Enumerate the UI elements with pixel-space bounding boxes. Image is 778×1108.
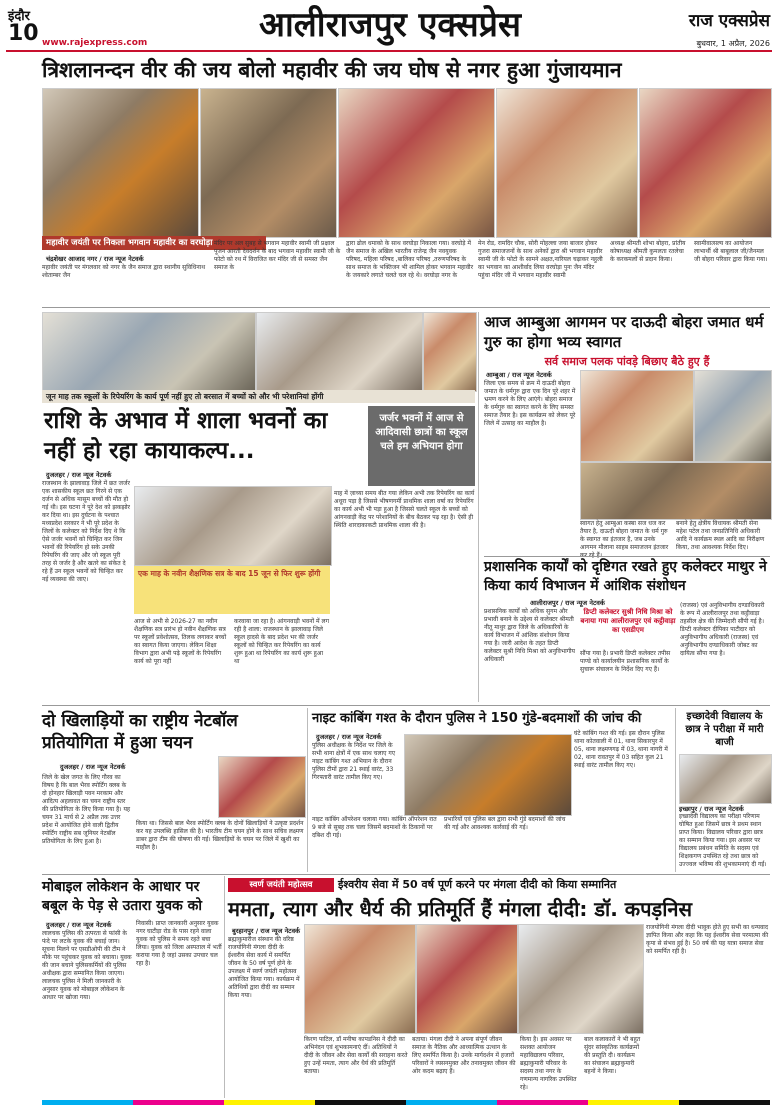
story8-col2: निवासी। प्राप्त जानकारी अनुसार युवक नगर घाटीड़ा रोड के पास रहने वाला युवक को पुलिस ने समय रहते बचा लिया। युवक को जिला अस्पताल में भर्ती कराया गया है जहां उसका उपचार चल रहा है। [136, 920, 222, 967]
story1-col7: स्वामीवात्सल्य का आयोजन लाभार्थी श्री बाबूलाल जी/जैनमल जी बोहरा परिवार द्वारा किया गया। [694, 240, 768, 263]
story7-headline: इच्छादेवी विद्यालय के छात्र ने परीक्षा में मारी बाजी [685, 711, 764, 748]
story6-col3: प्रभारियों एवं पुलिस बल द्वारा सभी गुंडे बदमाशों की जांच की गई और आवश्यक कार्रवाई की गई। [444, 816, 566, 831]
story2-yellow-box [134, 566, 330, 614]
story2-photo-classroom [42, 312, 256, 392]
story7-col1: इच्छादेवी विद्यालय का परीक्षा परिणाम घोषित हुआ जिसमें छात्र ने प्रथम स्थान प्राप्त किया। विद्यालय परिवार द्वारा छात्र का सम्मान किया गया। इस अवसर पर विद्यालय प्रबंधन समिति के सदस्य एवं शिक्षकगण उपस्थित रहे तथा छात्र को उज्ज्वल भविष्य की शुभकामनाएं दी गईं। [679, 813, 767, 868]
publisher-name: राज एक्सप्रेस [688, 11, 770, 31]
divider [42, 307, 770, 308]
divider [42, 874, 770, 875]
story6-col1: पुलिस अधीक्षक के निर्देश पर जिले के सभी थाना क्षेत्रों में एक साथ चलाए गए नाइट कांबिंग गश्त अभियान के दौरान पुलिस टीमों द्वारा 21 स्थाई वारंट, 33 गिरफ्तारी वारंट तामील किए गए। [312, 742, 396, 781]
story1-col3: द्वारा ढोल धमाको के साथ वरघोड़ा निकाला गया। वरघोड़े में जैन समाज के अखिल भारतीय राजेन्द्र जैन नवयुवक परिषद, महिला परिषद ,बालिका परिषद ,तरुणपरिषद के साथ समाज के भक्तिजन भी शामिल होकर भगवान महावीर के जयकारे लगाते चलते चल रहे थे। वरघोड़ा नगर के [346, 240, 474, 279]
story9-col2: किरण पाटिल, डॉ मनीषा कापडनिस ने दीदी का अभिनंदन एवं शुभकामनाएं दीं। अतिथियों ने दीदी के जीवन और सेवा कार्यों की सराहना करते हुए उन्हें ममता, त्याग और धैर्य की प्रतिमूर्ति बताया। [304, 1036, 408, 1075]
story9-photo-honour [416, 924, 518, 1034]
page-number: 10 [8, 21, 39, 46]
story6-headline: नाइट कांबिंग गश्त के दौरान पुलिस ने 150 गुंडे-बदमाशों की जांच की [312, 711, 642, 726]
story2-photo-school [134, 486, 332, 566]
story8-col1: लालचक पुलिस की तत्परता से फांसी के फंदे पर लटके युवक की बचाई जान। सूचना मिलने पर एसडीओपी की टीम ने मौके पर पहुंचकर युवक को बचाया। युवक की जान बचाने पुलिसकर्मियों की पुलिस अधीक्षक द्वारा सम्मानित किया जाएगा। लालचक पुलिस ने मिली जानकारी के अनुसार युवक को मोबाइल लोकेशन के आधार पर खोजा गया। [42, 930, 132, 1001]
website-bar [6, 50, 772, 52]
story3-col2: स्वागत हेतु आम्बुआ कस्बा सज धज कर तैयार है, दाऊदी बोहरा जमात के धर्म गुरु के स्वागत का इंतजार है, जब उनके आगमन मौलाना साहब समाजजन इंतजार [580, 520, 669, 551]
story1-col4: मेन रोड, रामदिर चौक, सोरी मोहल्ला जया बाजार होकर गुजरा समाजजनों के साथ अनेकों द्वारा श्री भगवान महावीर स्वामी जी के फोटो के सामने अक्षत,नारियल चढ़ाकर नहुली का भगवान का आशीर्वाद लिया वरघोड़ा पुनः जैन मंदिर पहुंचा मंदिर जी में भगवान महावीर स्वामी [478, 240, 603, 279]
divider [478, 312, 479, 702]
story2-photo-building [256, 312, 423, 392]
story6-col4: घंटे कांबिंग गश्त की गई। इस दौरान पुलिस थाना कोतवाली में 01, थाना सिकारपुर में 05, थाना लक्ष्मणगढ़ में 03, थाना नागरी में 02, थाना रावतपुर में 03 सहित कुल 21 स्थाई वारंट तामील किए गए। [574, 730, 668, 769]
story2-byline: दुजलहर / राज न्यूज नेटवर्क [46, 471, 112, 479]
story3-headline: आज आम्बुआ आगमन पर दाऊदी बोहरा जमात धर्म गुरु का होगा भव्य स्वागत [484, 313, 764, 351]
divider [484, 556, 770, 557]
story5-headline: दो खिलाड़ियों का राष्ट्रीय नेटबॉल प्रतियोगिता में हुआ चयन [42, 711, 238, 753]
publisher-logo [630, 8, 770, 31]
story3-subhead: सर्व समाज पलक पांवड़े बिछाए बैठे हुए हैं [544, 355, 710, 368]
story8-headline: मोबाइल लोकेशन के आधार पर बबूल के पेड़ से उतारा युवक को [42, 879, 203, 914]
story3-col3: बनाने हेतु क्षेत्रीय विधायक श्रीमती सेना महेश पटेल तथा जनप्रतिनिधि अधिकारी आदि ने कार्यक्रम स्थल आदि का निरीक्षण किया, तथा आवश्यक निर्देश दिए। [676, 520, 765, 551]
story3-photo-street [694, 370, 772, 462]
story2-caption-bar [42, 390, 475, 403]
story4-byline: आलीराजपुर / राज न्यूज नेटवर्क [530, 599, 605, 607]
story1-photo-priest [200, 88, 337, 238]
story7-photo-students [679, 754, 772, 804]
issue-date: बुधवार, 1 अप्रैल, 2026 [696, 39, 770, 48]
story1-photo-devotees [639, 88, 772, 238]
story1-byline: चंद्रशेखर आजाद नगर / राज न्यूज नेटवर्क [46, 255, 144, 263]
story6-byline: दुजलहर / राज न्यूज नेटवर्क [316, 733, 382, 741]
story1-col2: मंदिर पर अल सुबह से भगवान महावीर स्वामी जी प्रक्षाल पूजन आरती देवदर्शन के बाद भगवान महावीर स्वामी जी के फोटो को रथ में विराजित कर मंदिर जी से समस्त जैन समाज के [214, 240, 341, 271]
story3-byline: आम्बुआ / राज न्यूज नेटवर्क [486, 371, 552, 379]
story4-col3: (राजस्व) एवं अनुविभागीय दण्डाधिकारी के रूप में आलीराजपुर तथा कट्ठीवाड़ा तहसील क्षेत्र की जिम्मेदारी सौंपी गई है। डिप्टी कलेक्टर दीपिका पाटीदार को अनुविभागीय अधिकारी (राजस्व) एवं अनुविभागीय दण्डाधिकारी जोबट का दायित्व सौंपा गया है। [680, 602, 765, 657]
story2-col1: राजस्थान के झालावाड़ जिले में छत जर्जर एक शासकीय स्कूल छत गिरने से एक दर्जन से अधिक मासूम बच्चों की मौत हो गई थी। इस घटना ने पूरे देश को झकझोर कर दिया था। इस दुर्घटना के पश्चात मध्यप्रदेश सरकार ने भी पूरे प्रदेश के जिलों के कलेक्टर को निर्देश दिए थे कि ऐसे जर्जर भवनों को चिन्हित कर जिन भवनों की रिपेयरिंग हो सके उनकी रिपेयरिंग की जाए और जो स्कूल पूरी तरह से जर्जर है और खतरे का संकेत दे रहे हैं उन स्कूल भवनों को चिन्हित कर नई व्यवस्था की जाए। [42, 480, 131, 583]
story9-overline: ईश्वरीय सेवा में 50 वर्ष पूर्ण करने पर मंगला दीदी को किया सम्मानित [338, 878, 617, 891]
story9-col6: राजयोगिनी मंगला दीदी भावुक होते हुए सभी का धन्यवाद ज्ञापित किया और कहा कि यह ईश्वरीय सेवा परमात्मा की कृपा से संभव हुई है। 50 वर्ष की यह यात्रा समाज सेवा को समर्पित रही है। [646, 924, 769, 955]
story9-photo-stage [304, 924, 416, 1034]
story1-col6: अध्यक्ष श्रीमती शोभा बोहरा, प्रांतीय कोषाध्यक्ष श्रीमती कुमलता रतलेचा के करकमलों से प्रदान किया। [610, 240, 686, 263]
story6-photo-police [404, 734, 572, 816]
divider [42, 705, 770, 706]
story6-col2: नाइट कांबिंग ऑपरेशन चलाया गया। कांबिंग ऑपरेशन रात 9 बजे से सुबह तक चला जिसमें बदमाशों के ठिकानों पर दबिश दी गई। [312, 816, 437, 839]
divider [224, 876, 225, 1098]
story2-yellow-head: एक माह के नवीन शैक्षणिक सत्र के बाद 15 जून से फिर शुरू होंगी [138, 569, 321, 578]
story1-photo-temple [496, 88, 638, 238]
story5-col2: किया था। जिससे बाल भैरव स्पोर्टिंग क्लब के दोनों खिलाड़ियों ने उत्कृष्ट प्रदर्शन कर यह उपलब्धि हासिल की है। भारतीय टीम चयन होने के साथ सचिव लक्ष्मण डाबर द्वारा टीम की घोषणा की गई। खिलाड़ियों के चयन पर जिले में खुशी का माहौल है। [136, 820, 304, 851]
story3-col1: जिला एक समय से क्रम में दाऊदी बोहरा जमात के धर्मगुरु द्वारा एक दिन पूरे शहर में भ्रमण करने के लिए आएंगे। बोहरा समाज के धर्मगुरु का स्वागत करने के लिए समस्त समाज तैयार है। इस कार्यक्रम को लेकर पूरे जिले में उत्साह का माहौल है। [484, 380, 576, 427]
story5-photo-players [218, 756, 306, 818]
story9-col1: ब्रह्माकुमारीज संस्थान की वरिष्ठ राजयोगिनी मंगला दीदी के ईश्वरीय सेवा कार्य में समर्पित जीवन के 50 वर्ष पूर्ण होने के उपलक्ष्य में स्वर्ण जयंती महोत्सव आयोजित किया गया। कार्यक्रम में अतिथियों द्वारा दीदी का सम्मान किया गया। [228, 936, 300, 999]
story1-headline: त्रिशलानन्दन वीर की जय बोलो महावीर की जय घोष से नगर हुआ गुंजायमान [42, 58, 622, 82]
story9-byline: बुरहानपुर / राज न्यूज नेटवर्क [232, 927, 301, 935]
story4-col1: प्रशासनिक कार्यों को अधिक सुगम और प्रभावी बनाने के उद्देश्य से कलेक्टर श्रीमती नीतू माथुर द्वारा जिले के अधिकारियों के कार्य विभाजन में आंशिक संशोधन किया गया है। जारी आदेश के तहत डिप्टी कलेक्टर सुश्री निधि मिश्रा को अनुविभागीय अधिकारी [484, 608, 576, 663]
story2-caption: जून माह तक स्कूलों के रिपेयरिंग के कार्य पूर्ण नहीं हुए तो बरसात में बच्चों को और भी परेशानियां होंगी [46, 392, 324, 401]
story1-photo-women-group [338, 88, 495, 238]
masthead [0, 0, 778, 56]
story2-subhead: जर्जर भवनों में आज से आदिवासी छात्रों का स्कूल चले हम अभियान होगा [375, 413, 468, 452]
story2-subhead-box [368, 406, 475, 486]
story9-photo-audience [518, 924, 644, 1034]
story8-byline: दुजलहर / राज न्यूज नेटवर्क [46, 921, 112, 929]
story2-col2a: आज से अभी से 2026-27 का नवीन शैक्षणिक सत्र प्रारंभ हो नवीन शैक्षणिक सत्र पर स्कूलों प्रवेशोत्सव, तिलक लगाकर बच्चों का स्वागत किया जाएगा। लेकिन शिक्षा विभाग द्वारा अभी पढ़े स्कूलों के रिपेयरिंग कार्य को पूरा नहीं [134, 618, 227, 665]
story3-photo-decor [580, 462, 772, 520]
divider [675, 708, 676, 872]
story1-caption: महावीर जयंती पर निकला भगवान महावीर का वरघोड़ा [46, 238, 213, 248]
website-link[interactable]: www.rajexpress.com [42, 38, 148, 48]
paper-title: आलीराजपुर एक्सप्रेस [258, 5, 522, 45]
story3-photo-cleric [580, 370, 694, 462]
story5-col1: जिले के खेल जगत के लिए गौरव का विषय है कि बाल भैरव स्पोर्टिंग क्लब के दो होनहार खिलाड़ी पवन मरकाम और आदित्य अहलावत का चयन राष्ट्रीय स्तर की प्रतियोगिता के लिए किया गया है। यह चयन 31 मार्च से 2 अप्रैल तक उत्तर प्रदेश में आयोजित होने वाली द्वितीय स्पोर्टिंग राष्ट्रीय सब जूनियर नेटबॉल प्रतियोगिता के लिए हुआ है। [42, 774, 131, 845]
story9-kicker: स्वर्ण जयंती महोत्सव [249, 880, 313, 890]
story5-byline: दुजलहर / राज न्यूज नेटवर्क [60, 763, 126, 771]
story2-headline: राशि के अभाव में शाला भवनों का नहीं हो रहा कायाकल्प... [44, 408, 328, 464]
story4-col2: सौंपा गया है। प्रभारी डिप्टी कलेक्टर तपीस पाण्डे को कार्यालयीन प्रशासनिक कार्यों के सुचारू संचालन के निर्देश दिए गए हैं। [580, 650, 671, 673]
story9-kicker-box [228, 878, 334, 892]
city-label: इंदौर [8, 9, 30, 24]
divider [307, 708, 308, 872]
story4-boxhead: डिप्टी कलेक्टर सुश्री निधि मिश्रा को बनाया गया आलीराजपुर एवं कट्ठीवाड़ा का एसडीएम [580, 608, 676, 634]
story4-headline: प्रशासनिक कार्यों को दृष्टिगत रखते हुए कलेक्टर माथुर ने किया कार्य विभाजन में आंशिक संशोधन [484, 559, 767, 594]
color-bar [42, 1100, 770, 1105]
story1-col1: महावीर जयंती पर मंगलवार को नगर के जैन समाज द्वारा स्थानीय सुविधिनाथ श्वेताम्बर जैन [42, 264, 206, 279]
story9-col5: बाल कलाकारों ने भी बहुत सुंदर सांस्कृतिक कार्यक्रमों की प्रस्तुति दी। कार्यक्रम का संचालन ब्रह्माकुमारी बहनों ने किया। [584, 1036, 641, 1075]
story2-col2b: करवाया जा रहा है। आंगनवाड़ी भवनों में लग रही है शाला: राजस्थान के झालावाड़ जिले स्कूल हादसे के बाद प्रदेश भर की जर्जर स्कूलों को चिन्हित कर रिपेयरिंग का कार्य शुरू हुआ था रिपेयरिंग का कार्य शुरू हुआ था [234, 618, 329, 665]
story7-byline: इच्छापुर / राज न्यूज नेटवर्क [679, 805, 744, 813]
story2-col3: माह में ज़ाच्या समय बीत गया लेकिन अभी तक रिपेयरिंग का कार्य अधूरा पड़ा है जिससे भीषणगर्मी प्राथमिक शाला वर्षा का रिपेयरिंग का कार्य अभी भी पड़ा हुआ है जिससे चलते स्कूल के बच्चों को आंगनवाड़ी केंद्र पर परेशानियों के बीच बैठकर पढ़ रहा है। ऐसी ही स्थिति शारदाकाकटी प्राथमिक शाला की है। [334, 490, 475, 529]
story1-photo-procession [42, 88, 199, 238]
story9-col4: किया है। इस अवसर पर सशक्त आयोजन महाविद्यालय परिवार, ब्रह्माकुमारी परिवार के सदस्य तथा नगर के गणमान्य नागरिक उपस्थित रहे। [520, 1036, 577, 1091]
story9-col3: बताया। मंगला दीदी ने अपना संपूर्ण जीवन समाज के नैतिक और आध्यात्मिक उत्थान के लिए समर्पित किया है। उनके मार्गदर्शन में हजारों परिवारों ने व्यसनमुक्त और तनावमुक्त जीवन की ओर कदम बढ़ाए हैं। [412, 1036, 516, 1075]
story4-box [580, 608, 676, 648]
story2-photo-child [423, 312, 477, 392]
story9-headline: ममता, त्याग और धैर्य की प्रतिमूर्ति हैं मंगला दीदी: डॉ. कपड़निस [228, 897, 693, 921]
